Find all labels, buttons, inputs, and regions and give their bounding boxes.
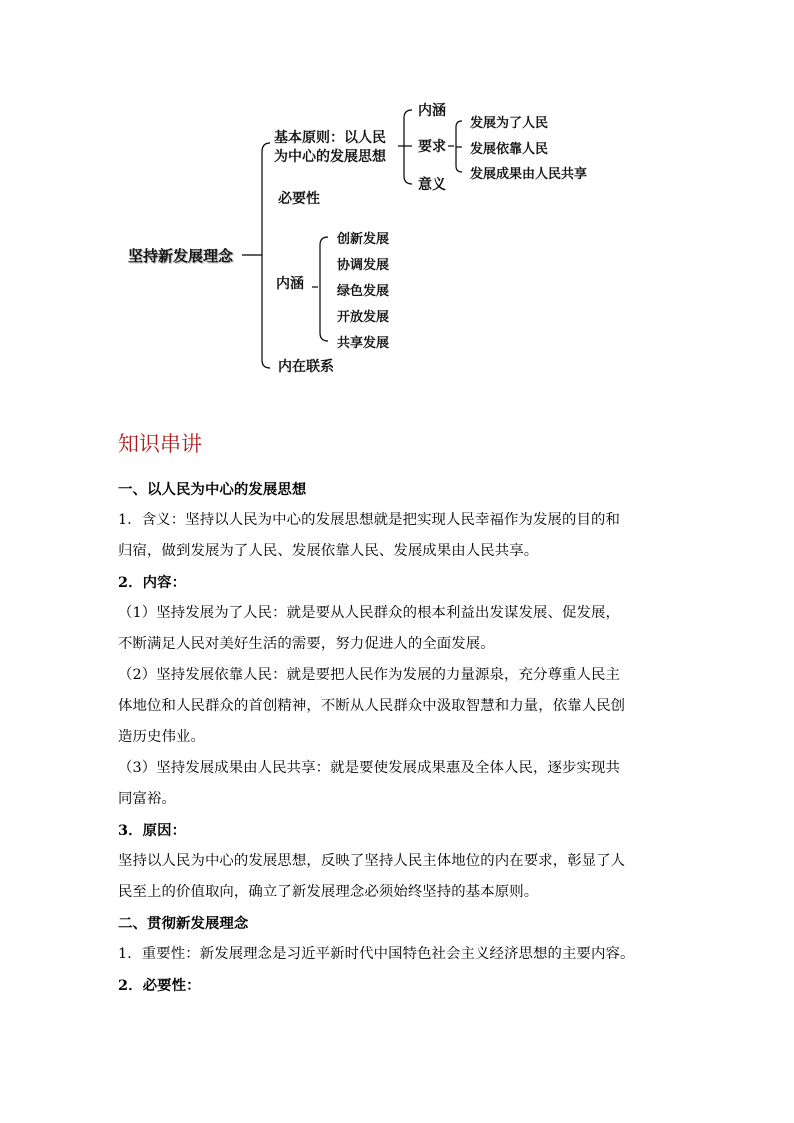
text-line: 不断满足人民对美好生活的需要，努力促进人的全面发展。 [118, 636, 495, 652]
mindmap-principle-line1: 基本原则：以人民 [274, 130, 386, 146]
text-line: 民至上的价值取向，确立了新发展理念必须始终坚持的基本原则。 [118, 884, 539, 900]
mindmap-connotation-1: 创新发展 [337, 232, 390, 247]
text-line: 归宿，做到发展为了人民、发展依靠人民、发展成果由人民共享。 [118, 543, 539, 559]
heading-2: 二、贯彻新发展理念 [118, 915, 249, 932]
mind-map-connectors [0, 0, 794, 400]
subheading: 2．必要性： [118, 977, 201, 994]
heading-1: 一、以人民为中心的发展思想 [118, 481, 307, 498]
subheading: 3．原因： [118, 822, 187, 839]
mindmap-principle-child-neihan: 内涵 [418, 103, 446, 119]
mindmap-root: 坚持新发展理念 [128, 247, 234, 265]
text-line: 1．含义：坚持以人民为中心的发展思想就是把实现人民幸福作为发展的目的和 [118, 512, 620, 528]
mindmap-connotation: 内涵 [276, 276, 304, 292]
mindmap-connotation-3: 绿色发展 [337, 284, 390, 299]
mindmap-connotation-5: 共享发展 [337, 336, 390, 351]
text-line: （2）坚持发展依靠人民：就是要把人民作为发展的力量源泉，充分尊重人民主 [118, 667, 620, 683]
text-line: 造历史伟业。 [118, 729, 205, 745]
section-title: 知识串讲 [118, 432, 202, 456]
mindmap-requirement-2: 发展依靠人民 [470, 142, 549, 157]
mindmap-principle-child-yaoqiu: 要求 [418, 139, 446, 155]
mindmap-requirement-3: 发展成果由人民共享 [470, 167, 588, 182]
subheading: 2．内容： [118, 574, 187, 591]
text-line: （3）坚持发展成果由人民共享：就是要使发展成果惠及全体人民，逐步实现共 [118, 760, 620, 776]
mindmap-necessity: 必要性 [278, 191, 320, 207]
mindmap-internal-link: 内在联系 [278, 359, 334, 375]
text-line: 体地位和人民群众的首创精神，不断从人民群众中汲取智慧和力量，依靠人民创 [118, 698, 626, 714]
text-line: 坚持以人民为中心的发展思想，反映了坚持人民主体地位的内在要求，彰显了人 [118, 853, 626, 869]
mindmap-principle-child-yiyi: 意义 [418, 177, 446, 193]
mindmap-connotation-4: 开放发展 [337, 310, 390, 325]
text-line: （1）坚持发展为了人民：就是要从人民群众的根本利益出发谋发展、促发展， [118, 605, 620, 621]
mind-map [0, 0, 794, 400]
text-line: 同富裕。 [118, 791, 176, 807]
mindmap-requirement-1: 发展为了人民 [470, 116, 549, 131]
mindmap-principle-line2: 为中心的发展思想 [274, 149, 386, 165]
text-line: 1．重要性：新发展理念是习近平新时代中国特色社会主义经济思想的主要内容。 [118, 946, 635, 962]
mindmap-connotation-2: 协调发展 [337, 258, 390, 273]
